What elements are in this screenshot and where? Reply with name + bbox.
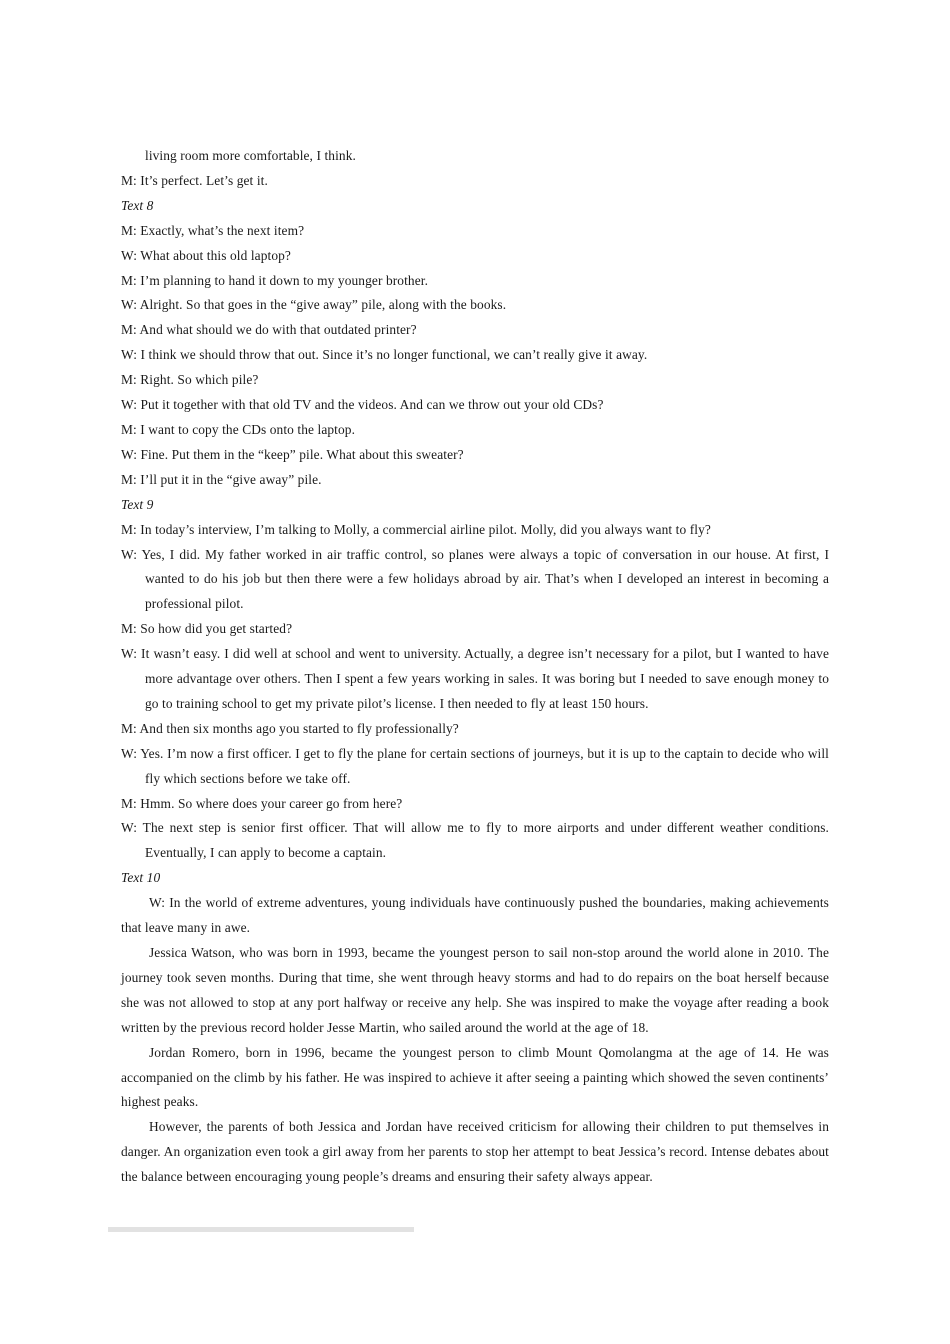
dialogue-line: W: Yes. I’m now a first officer. I get to fly the plane for certain sections of journeys, but it is up to the captain to decide who will fly which sections before we take off. [121, 745, 829, 786]
transcript-body [121, 144, 829, 1190]
dialogue-line: M: It’s perfect. Let’s get it. [121, 172, 268, 188]
dialogue-line: M: I’m planning to hand it down to my younger brother. [121, 272, 429, 288]
paragraph: However, the parents of both Jessica and Jordan have received criticism for allowing their children to put themselves in danger. An organization even took a girl away from her parents to stop her attempt to beat Jessica’s record. Intense debates about the balance between encouraging young people’s dreams and ensuring their safety always appear. [121, 1119, 829, 1185]
dialogue-line: W: What about this old laptop? [121, 247, 291, 263]
dialogue-line: M: In today’s interview, I’m talking to Molly, a commercial airline pilot. Molly, did you always want to fly? [121, 521, 711, 537]
footer-divider [108, 1227, 414, 1232]
section-title-text10: Text 10 [121, 870, 161, 886]
dialogue-line: W: Put it together with that old TV and the videos. And can we throw out your old CDs? [121, 397, 604, 413]
dialogue-line: M: Right. So which pile? [121, 372, 259, 388]
dialogue-line: W: I think we should throw that out. Since it’s no longer functional, we can’t really give it away. [121, 347, 648, 363]
dialogue-line: M: And what should we do with that outdated printer? [121, 322, 417, 338]
dialogue-line: M: Exactly, what’s the next item? [121, 222, 305, 238]
dialogue-line: M: I want to copy the CDs onto the laptop. [121, 421, 356, 437]
paragraph: Jordan Romero, born in 1996, became the youngest person to climb Mount Qomolangma at the age of 14. He was accompanied on the climb by his father. He was inspired to achieve it after seeing a painting which showed the seven continents’ highest peaks. [121, 1044, 829, 1110]
dialogue-line: W: Fine. Put them in the “keep” pile. What about this sweater? [121, 446, 464, 462]
dialogue-line: M: I’ll put it in the “give away” pile. [121, 471, 322, 487]
dialogue-line: W: Yes, I did. My father worked in air traffic control, so planes were always a topic of conversation in our house. At first, I wanted to do his job but then there were a few holidays abroad by air. That’s when I developed an interest in becoming a professional pilot. [121, 546, 829, 612]
paragraph: W: In the world of extreme adventures, young individuals have continuously pushed the boundaries, making achievements that leave many in awe. [121, 895, 829, 936]
continued-line: living room more comfortable, I think. [145, 148, 356, 163]
dialogue-line: M: And then six months ago you started to fly professionally? [121, 720, 459, 736]
dialogue-line: W: The next step is senior first officer. That will allow me to fly to more airports and under different weather conditions. Eventually, I can apply to become a captain. [121, 820, 829, 861]
dialogue-line: W: It wasn’t easy. I did well at school and went to university. Actually, a degree isn’t necessary for a pilot, but I wanted to have more advantage over others. Then I spent a few years working in sales. It was boring but I needed to save enough money to go to training school to get my private pilot’s license. I then needed to fly at least 150 hours. [121, 646, 829, 711]
dialogue-line: W: Alright. So that goes in the “give away” pile, along with the books. [121, 297, 507, 313]
section-title-text9: Text 9 [121, 496, 154, 512]
dialogue-line: M: So how did you get started? [121, 621, 293, 637]
paragraph: Jessica Watson, who was born in 1993, became the youngest person to sail non-stop around the world alone in 2010. The journey took seven months. During that time, she went through heavy storms and had to do repairs on the boat herself because she was not allowed to stop at any port halfway or receive any help. She was inspired to make the voyage after reading a book written by the previous record holder Jesse Martin, who sailed around the world at the age of 18. [121, 945, 829, 1035]
dialogue-line: M: Hmm. So where does your career go from here? [121, 795, 403, 811]
section-title-text8: Text 8 [121, 197, 154, 213]
